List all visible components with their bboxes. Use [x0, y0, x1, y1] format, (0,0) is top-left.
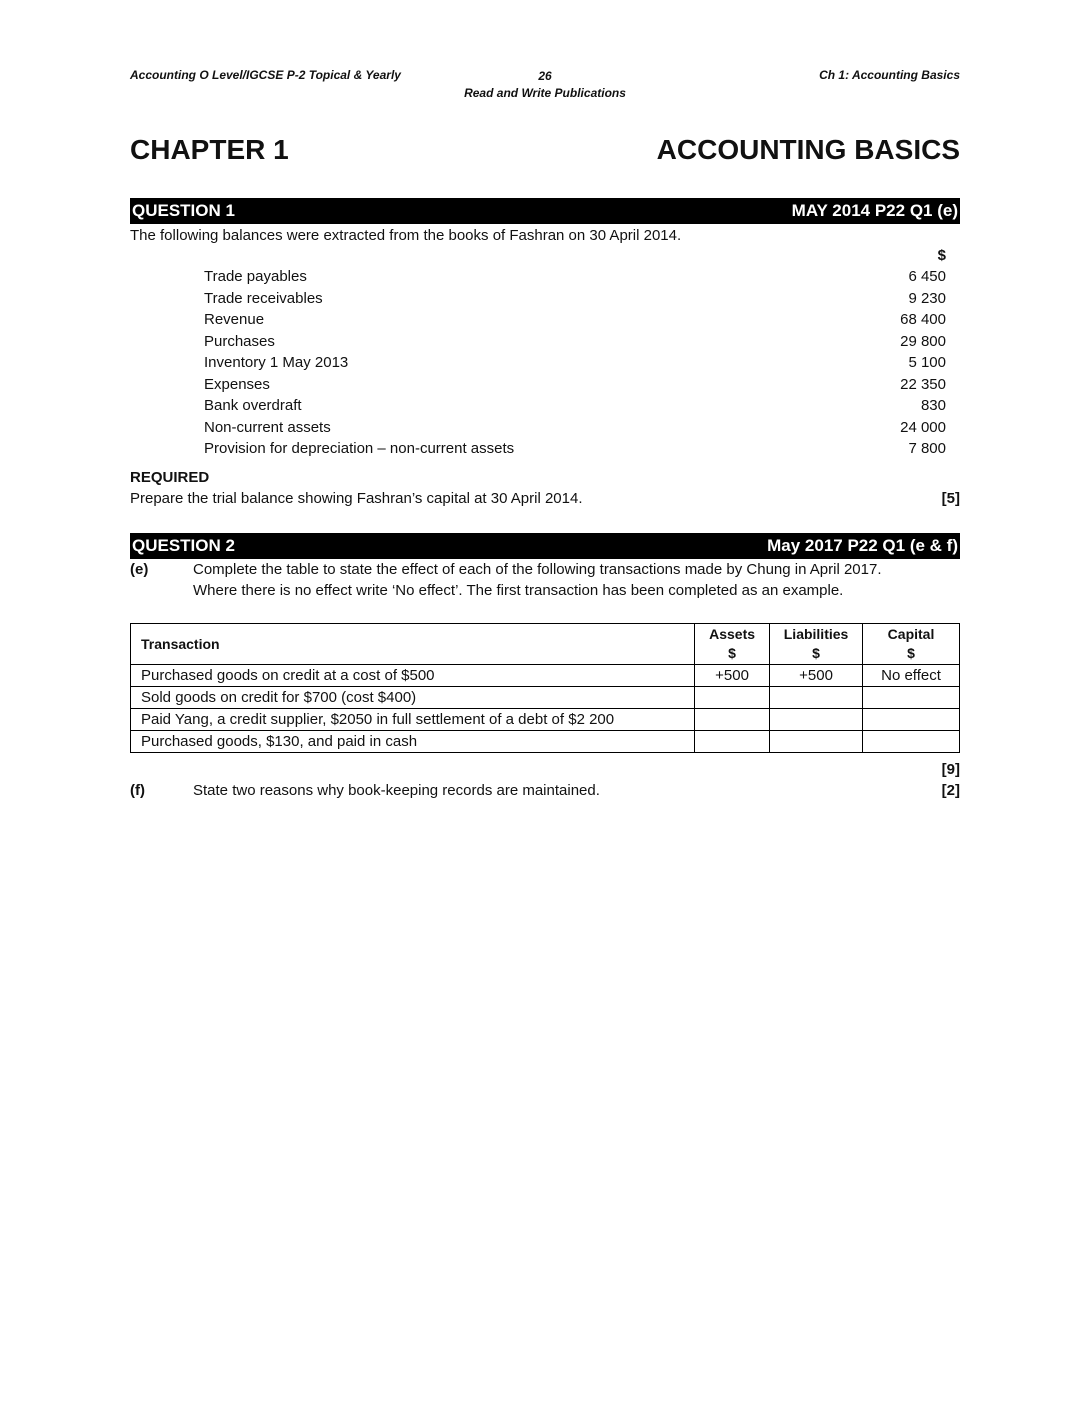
question-1-intro: The following balances were extracted from the books of Fashran on 30 April 2014. [130, 227, 682, 244]
table-row [131, 665, 960, 687]
balance-label: Trade payables [204, 268, 307, 285]
currency-heading: $ [937, 247, 946, 264]
balance-value: 29 800 [900, 333, 946, 350]
balance-row [204, 419, 946, 440]
balance-label: Revenue [204, 311, 265, 328]
header-transaction: Transaction [131, 624, 695, 665]
balance-row [204, 440, 946, 461]
header-liabilities [770, 624, 863, 665]
table-header-row [131, 624, 960, 665]
balance-label: Inventory 1 May 2013 [204, 354, 349, 371]
balance-label: Expenses [204, 376, 270, 393]
cell-assets [695, 731, 770, 753]
cell-capital [863, 731, 960, 753]
question-1-marks: [5] [941, 490, 960, 507]
cell-capital [863, 687, 960, 709]
part-f-question: State two reasons why book-keeping records are maintained. [193, 782, 600, 799]
header-capital-unit: $ [907, 645, 915, 661]
question-2-label: QUESTION 2 [132, 536, 235, 555]
question-2-source: May 2017 P22 Q1 (e & f) [767, 536, 958, 555]
cell-transaction: Paid Yang, a credit supplier, $2050 in full settlement of a debt of $2 200 [131, 709, 695, 731]
balance-value: 24 000 [900, 419, 946, 436]
balance-row [204, 311, 946, 332]
balance-row [204, 290, 946, 311]
balance-row [204, 333, 946, 354]
question-2-bar [130, 533, 960, 559]
balance-label: Provision for depreciation – non-current assets [204, 440, 515, 457]
balance-row [204, 397, 946, 418]
running-header [130, 68, 960, 104]
header-capital [863, 624, 960, 665]
header-assets [695, 624, 770, 665]
cell-transaction: Purchased goods, $130, and paid in cash [131, 731, 695, 753]
part-f-letter: (f) [130, 782, 145, 799]
header-assets-label: Assets [709, 626, 756, 642]
cell-assets [695, 687, 770, 709]
chapter-heading [130, 134, 960, 166]
header-page-number: 26 [538, 69, 552, 83]
header-publisher: Read and Write Publications [464, 86, 626, 100]
cell-transaction: Purchased goods on credit at a cost of $500 [131, 665, 695, 687]
question-1-source: MAY 2014 P22 Q1 (e) [791, 201, 958, 220]
part-e-letter: (e) [130, 561, 149, 578]
cell-assets: +500 [695, 665, 770, 687]
cell-liabilities: +500 [770, 665, 863, 687]
cell-liabilities [770, 687, 863, 709]
required-label: REQUIRED [130, 469, 210, 486]
chapter-title: ACCOUNTING BASICS [656, 134, 960, 165]
chapter-label: CHAPTER 1 [130, 134, 289, 165]
balance-value: 5 100 [908, 354, 946, 371]
question-1-bar [130, 198, 960, 224]
part-e-instruction-line-1: Complete the table to state the effect of each of the following transactions made by Chung in April 2017. [193, 561, 882, 578]
cell-transaction: Sold goods on credit for $700 (cost $400) [131, 687, 695, 709]
balance-value: 6 450 [908, 268, 946, 285]
balance-value: 22 350 [900, 376, 946, 393]
balance-value: 68 400 [900, 311, 946, 328]
part-f-marks: [2] [941, 782, 960, 799]
cell-capital: No effect [863, 665, 960, 687]
balance-value: 9 230 [908, 290, 946, 307]
question-1-label: QUESTION 1 [132, 201, 235, 220]
balance-row [204, 376, 946, 397]
header-capital-label: Capital [887, 626, 935, 642]
header-assets-unit: $ [728, 645, 736, 661]
part-e-instruction-line-2: Where there is no effect write ‘No effect’. The first transaction has been completed as an example. [193, 582, 844, 599]
cell-liabilities [770, 731, 863, 753]
header-liabilities-unit: $ [812, 645, 820, 661]
table-row [131, 687, 960, 709]
balance-value: 7 800 [908, 440, 946, 457]
balance-row [204, 268, 946, 289]
balance-label: Bank overdraft [204, 397, 302, 414]
balance-row [204, 354, 946, 375]
cell-liabilities [770, 709, 863, 731]
balance-label: Purchases [204, 333, 275, 350]
question-1-task: Prepare the trial balance showing Fashran’s capital at 30 April 2014. [130, 490, 583, 507]
part-e-marks: [9] [941, 761, 960, 778]
header-book-title: Accounting O Level/IGCSE P-2 Topical & Yearly [130, 68, 401, 82]
cell-capital [863, 709, 960, 731]
cell-assets [695, 709, 770, 731]
header-liabilities-label: Liabilities [783, 626, 849, 642]
table-row [131, 731, 960, 753]
balance-value: 830 [920, 397, 946, 414]
transaction-effects-table [130, 623, 960, 753]
table-row [131, 709, 960, 731]
balance-label: Trade receivables [204, 290, 323, 307]
header-chapter-ref: Ch 1: Accounting Basics [819, 68, 960, 82]
balance-label: Non-current assets [204, 419, 331, 436]
